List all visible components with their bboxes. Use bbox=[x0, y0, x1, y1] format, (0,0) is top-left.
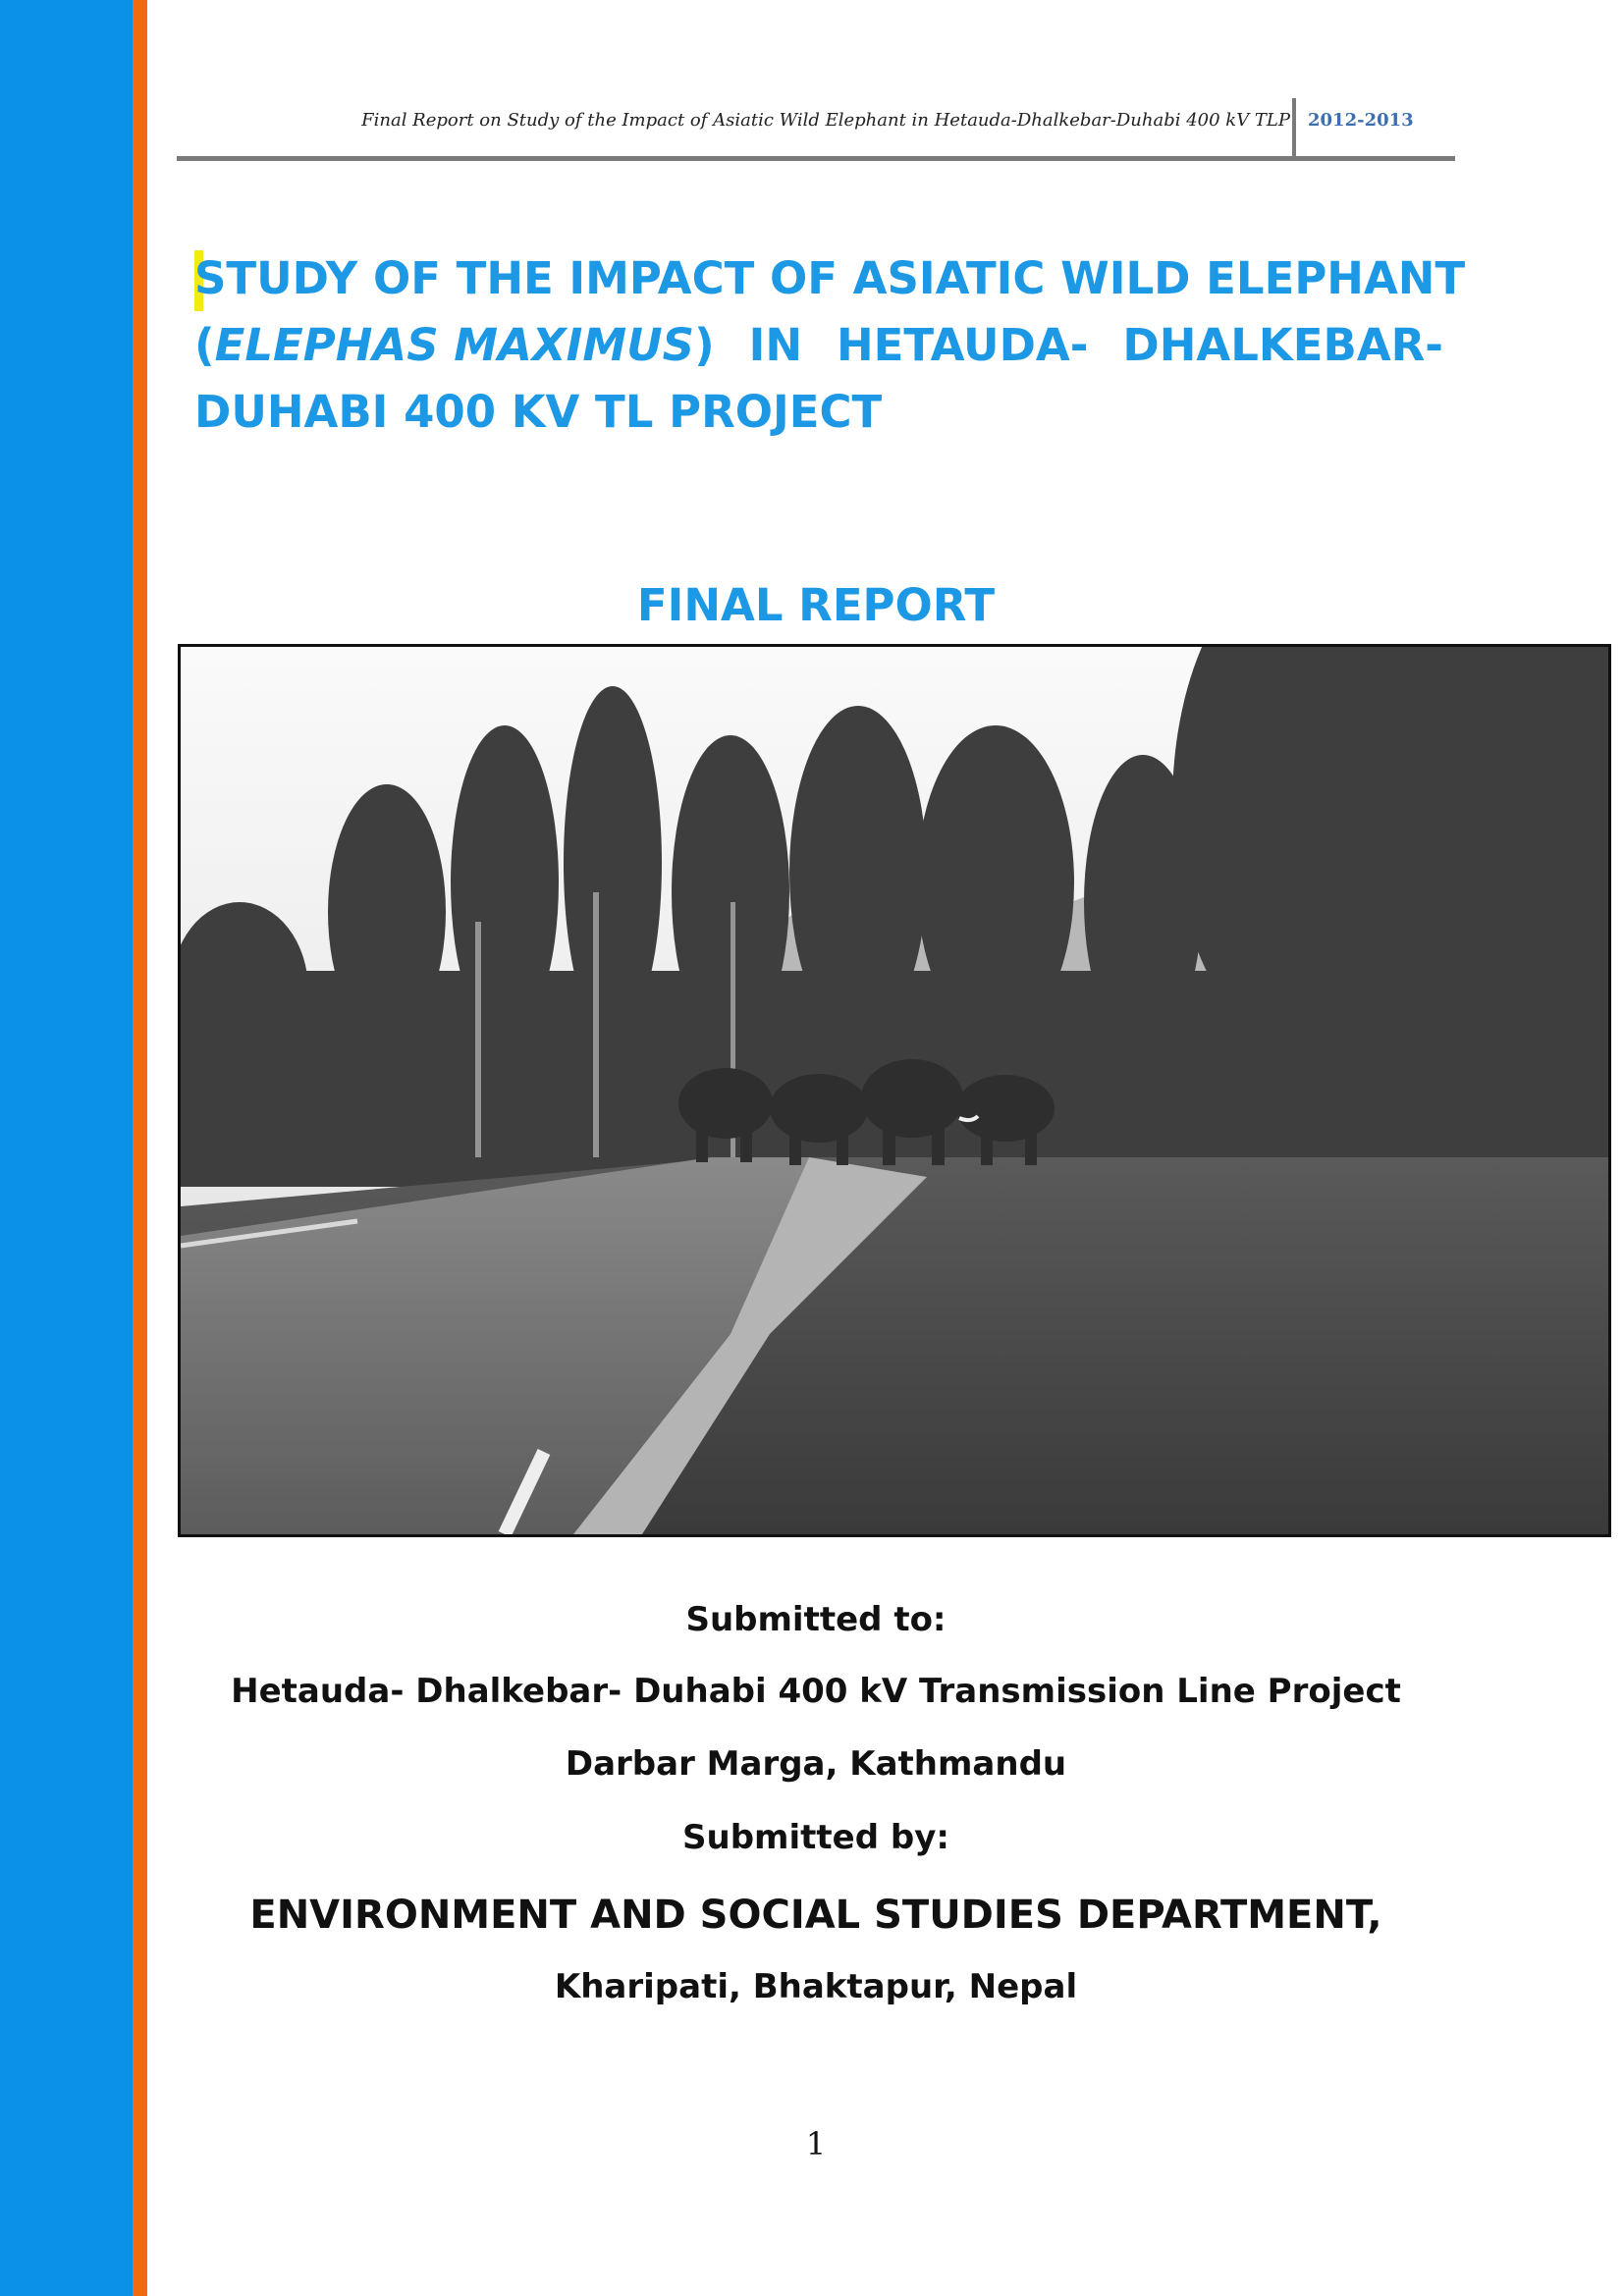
header-divider bbox=[1292, 98, 1296, 159]
title-line-3: DUHABI 400 KV TL PROJECT bbox=[194, 386, 883, 438]
title-word-in: IN bbox=[748, 319, 803, 371]
page-number: 1 bbox=[805, 2125, 827, 2163]
cover-photo bbox=[178, 644, 1611, 1537]
title-open-paren: ( bbox=[194, 319, 215, 371]
submitted-by-label: Submitted by: bbox=[682, 1818, 949, 1857]
left-orange-stripe bbox=[133, 0, 147, 2296]
title-close-paren: ) bbox=[694, 319, 715, 371]
title-species-name: ELEPHAS MAXIMUS bbox=[214, 319, 695, 371]
running-header-title: Final Report on Study of the Impact of Asiatic Wild Elephant in Hetauda-Dhalkebar-Duhabi 400 kV TLP bbox=[361, 110, 1290, 131]
report-type-heading: FINAL REPORT bbox=[636, 579, 996, 631]
submitted-to-label: Submitted to: bbox=[685, 1600, 947, 1639]
running-header bbox=[177, 98, 1455, 161]
title-line-1: STUDY OF THE IMPACT OF ASIATIC WILD ELEPHANT bbox=[194, 252, 1466, 304]
elephants-crossing-road-photo bbox=[181, 647, 1608, 1534]
recipient-name: Hetauda- Dhalkebar- Duhabi 400 kV Transmission Line Project bbox=[231, 1672, 1401, 1711]
title-word-dhalkebar: DHALKEBAR- bbox=[1122, 319, 1443, 371]
submitter-organization: ENVIRONMENT AND SOCIAL STUDIES DEPARTMENT, bbox=[249, 1893, 1382, 1938]
submitter-address: Kharipati, Bhaktapur, Nepal bbox=[554, 1967, 1078, 2006]
title-line-2 bbox=[194, 312, 1443, 379]
recipient-address: Darbar Marga, Kathmandu bbox=[565, 1744, 1067, 1784]
header-rule bbox=[177, 156, 1455, 161]
title-species-group bbox=[194, 312, 715, 379]
document-title bbox=[194, 245, 1466, 446]
running-header-year: 2012-2013 bbox=[1308, 110, 1414, 131]
title-word-hetauda: HETAUDA- bbox=[836, 319, 1089, 371]
left-blue-stripe bbox=[0, 0, 133, 2296]
